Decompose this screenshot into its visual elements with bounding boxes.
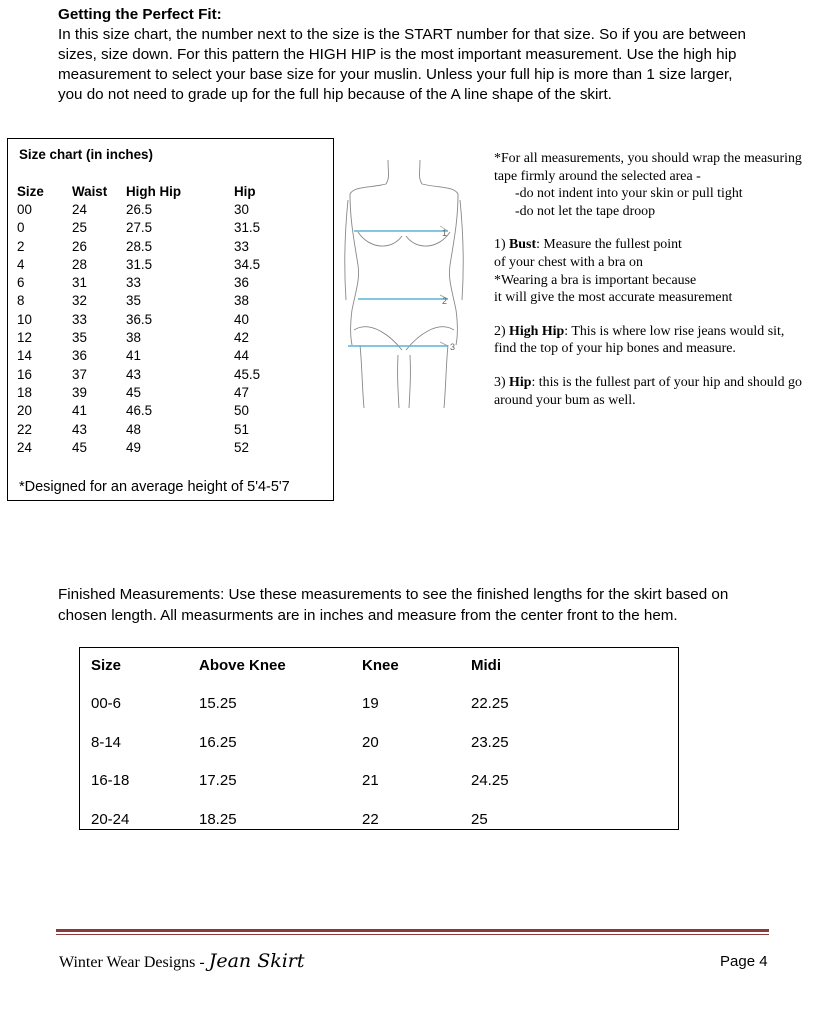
table-row <box>17 292 294 310</box>
size-chart-header-row <box>17 182 294 200</box>
cell-waist: 41 <box>72 403 87 419</box>
cell-midi: 24.25 <box>471 772 509 789</box>
col-header-hip: Hip <box>234 183 256 199</box>
col-header-midi: Midi <box>471 657 501 674</box>
instr-high-hip <box>494 323 834 341</box>
cell-above-knee: 18.25 <box>199 810 237 828</box>
instr-bullet-2: -do not let the tape droop <box>515 203 656 219</box>
cell-waist: 28 <box>72 256 87 272</box>
cell-waist: 24 <box>72 201 87 217</box>
cell-waist: 32 <box>72 293 87 309</box>
table-row <box>17 200 294 218</box>
cell-knee: 22 <box>362 810 379 828</box>
table-row <box>80 734 678 754</box>
finished-intro-line: chosen length. All measurments are in inches and measure from the center front to the hem. <box>58 607 678 624</box>
cell-size: 0 <box>17 220 25 236</box>
figure-label-1: 1 <box>442 228 448 238</box>
cell-waist: 25 <box>72 220 87 236</box>
instr-hip-line-1: : this is the fullest part of your hip and should go <box>531 374 802 390</box>
finished-header-row <box>80 657 678 677</box>
cell-size: 16-18 <box>91 772 130 789</box>
cell-size: 8 <box>17 293 25 309</box>
col-header-size: Size <box>91 657 122 674</box>
instr-intro: *For all measurements, you should wrap the measuring <box>494 151 802 166</box>
instr-high-hip-line-2: find the top of your hip bones and measure. <box>494 341 736 357</box>
footer-rule <box>56 929 769 932</box>
cell-waist: 37 <box>72 366 87 382</box>
cell-knee: 19 <box>362 695 379 712</box>
instr-high-hip-line-1: : This is where low rise jeans would sit, <box>564 323 785 339</box>
brand-name: Winter Wear Designs - <box>59 954 209 971</box>
size-chart-title: Size chart (in inches) <box>19 147 153 162</box>
table-row <box>17 273 294 291</box>
cell-waist: 36 <box>72 348 87 364</box>
cell-waist: 39 <box>72 384 87 400</box>
fit-section <box>58 5 818 105</box>
cell-size: 2 <box>17 238 25 254</box>
cell-size: 4 <box>17 256 25 272</box>
arm-outline <box>345 200 464 300</box>
cell-size: 6 <box>17 275 25 291</box>
cell-waist: 35 <box>72 330 87 346</box>
cell-hip: 44 <box>234 348 249 364</box>
cell-hip: 33 <box>234 238 249 254</box>
cell-knee: 21 <box>362 772 379 789</box>
cell-above-knee: 15.25 <box>199 695 237 712</box>
torso-right-outline <box>449 194 458 345</box>
pattern-name: Jean Skirt <box>208 950 305 972</box>
cell-hip: 34.5 <box>234 256 261 272</box>
cell-high-hip: 38 <box>126 330 141 346</box>
instr-hip-line-2: around your bum as well. <box>494 392 636 408</box>
height-note: *Designed for an average height of 5'4-5'7 <box>19 479 290 495</box>
cell-hip: 30 <box>234 201 249 217</box>
finished-intro-line: Finished Measurements: Use these measurements to see the finished lengths for the skirt based on <box>58 586 729 603</box>
cell-high-hip: 49 <box>126 439 141 455</box>
instr-hip-term: Hip <box>509 374 532 390</box>
instr-bust-line-2: of your chest with a bra on <box>494 254 643 270</box>
finished-measurements-table <box>79 647 679 830</box>
cell-size: 8-14 <box>91 733 122 751</box>
instr-high-hip-number: 2) <box>494 323 510 339</box>
cell-high-hip: 36.5 <box>126 311 153 327</box>
bust-outline <box>358 232 450 246</box>
cell-size: 18 <box>17 384 32 400</box>
table-row <box>80 772 678 792</box>
cell-waist: 26 <box>72 238 87 254</box>
instr-bust <box>494 236 834 254</box>
leg-outline <box>360 345 448 408</box>
cell-above-knee: 16.25 <box>199 733 237 751</box>
col-header-knee: Knee <box>362 657 399 674</box>
cell-size: 12 <box>17 330 32 346</box>
cell-hip: 51 <box>234 421 249 437</box>
cell-waist: 31 <box>72 275 87 291</box>
fit-line: sizes, size down. For this pattern the HIGH HIP is the most important measurement. Use the high hip <box>58 46 737 63</box>
cell-hip: 38 <box>234 293 249 309</box>
col-header-size: Size <box>17 183 44 199</box>
cell-size: 10 <box>17 311 32 327</box>
table-row <box>17 438 294 456</box>
finished-intro <box>58 584 778 626</box>
instr-high-hip-term: High Hip <box>509 323 565 339</box>
instr-bust-term: Bust <box>509 237 537 253</box>
cell-size: 14 <box>17 348 32 364</box>
cell-high-hip: 31.5 <box>126 256 153 272</box>
table-row <box>80 695 678 715</box>
table-row <box>17 237 294 255</box>
fit-line: you do not need to grade up for the full hip because of the A line shape of the skirt. <box>58 86 612 103</box>
cell-high-hip: 43 <box>126 366 141 382</box>
table-row <box>17 383 294 401</box>
fit-heading: Getting the Perfect Fit: <box>58 6 222 23</box>
table-row <box>17 365 294 383</box>
cell-midi: 23.25 <box>471 733 509 751</box>
cell-size: 20-24 <box>91 810 130 828</box>
cell-midi: 22.25 <box>471 695 509 712</box>
cell-midi: 25 <box>471 810 488 828</box>
cell-size: 24 <box>17 439 32 455</box>
table-row <box>80 811 678 831</box>
table-row <box>17 219 294 237</box>
col-header-waist: Waist <box>72 183 108 199</box>
cell-size: 20 <box>17 403 32 419</box>
page-number: Page 4 <box>720 953 768 970</box>
cell-size: 00-6 <box>91 695 122 712</box>
col-header-high-hip: High Hip <box>126 183 182 199</box>
instr-bust-line-4: it will give the most accurate measurement <box>494 290 733 306</box>
torso-left-outline <box>350 194 359 345</box>
size-chart-box <box>7 138 334 501</box>
cell-high-hip: 26.5 <box>126 201 153 217</box>
instr-bust-line-1: : Measure the fullest point <box>536 237 682 253</box>
cell-high-hip: 41 <box>126 348 141 364</box>
cell-knee: 20 <box>362 733 379 751</box>
cell-high-hip: 27.5 <box>126 220 153 236</box>
figure-label-2: 2 <box>442 296 448 306</box>
cell-hip: 52 <box>234 439 249 455</box>
cell-hip: 47 <box>234 384 249 400</box>
cell-above-knee: 17.25 <box>199 772 237 789</box>
size-chart-table <box>17 182 294 456</box>
cell-size: 00 <box>17 201 32 217</box>
instr-intro-2: tape firmly around the selected area - <box>494 168 701 184</box>
cell-hip: 40 <box>234 311 249 327</box>
footer-brand <box>59 950 305 972</box>
table-row <box>17 420 294 438</box>
cell-hip: 36 <box>234 275 249 291</box>
table-row <box>17 255 294 273</box>
cell-waist: 45 <box>72 439 87 455</box>
cell-high-hip: 45 <box>126 384 141 400</box>
cell-high-hip: 46.5 <box>126 403 153 419</box>
table-row <box>17 310 294 328</box>
footer-rule-thin <box>56 934 769 935</box>
col-header-above-knee: Above Knee <box>199 657 286 674</box>
cell-hip: 50 <box>234 403 249 419</box>
cell-hip: 31.5 <box>234 220 261 236</box>
cell-high-hip: 48 <box>126 421 141 437</box>
instr-hip <box>494 374 834 392</box>
instr-hip-number: 3) <box>494 374 510 390</box>
figure-label-3: 3 <box>450 342 456 352</box>
instr-bullet-1: -do not indent into your skin or pull tight <box>515 186 743 202</box>
cell-waist: 33 <box>72 311 87 327</box>
cell-hip: 45.5 <box>234 366 261 382</box>
instr-bust-number: 1) <box>494 237 510 253</box>
measurement-instructions <box>494 150 834 409</box>
fit-line: In this size chart, the number next to the size is the START number for that size. So if you are between <box>58 26 746 43</box>
cell-size: 22 <box>17 421 32 437</box>
cell-size: 16 <box>17 366 32 382</box>
fit-line: measurement to select your base size for your muslin. Unless your full hip is more than 1 size larger, <box>58 66 733 83</box>
cell-high-hip: 35 <box>126 293 141 309</box>
table-row <box>17 347 294 365</box>
table-row <box>17 402 294 420</box>
table-row <box>17 328 294 346</box>
cell-high-hip: 28.5 <box>126 238 153 254</box>
neck-outline <box>386 160 422 184</box>
instr-bust-line-3: *Wearing a bra is important because <box>494 272 697 288</box>
cell-high-hip: 33 <box>126 275 141 291</box>
cell-hip: 42 <box>234 330 249 346</box>
cell-waist: 43 <box>72 421 87 437</box>
body-measurement-figure <box>340 150 470 415</box>
shoulder-outline <box>350 184 458 194</box>
